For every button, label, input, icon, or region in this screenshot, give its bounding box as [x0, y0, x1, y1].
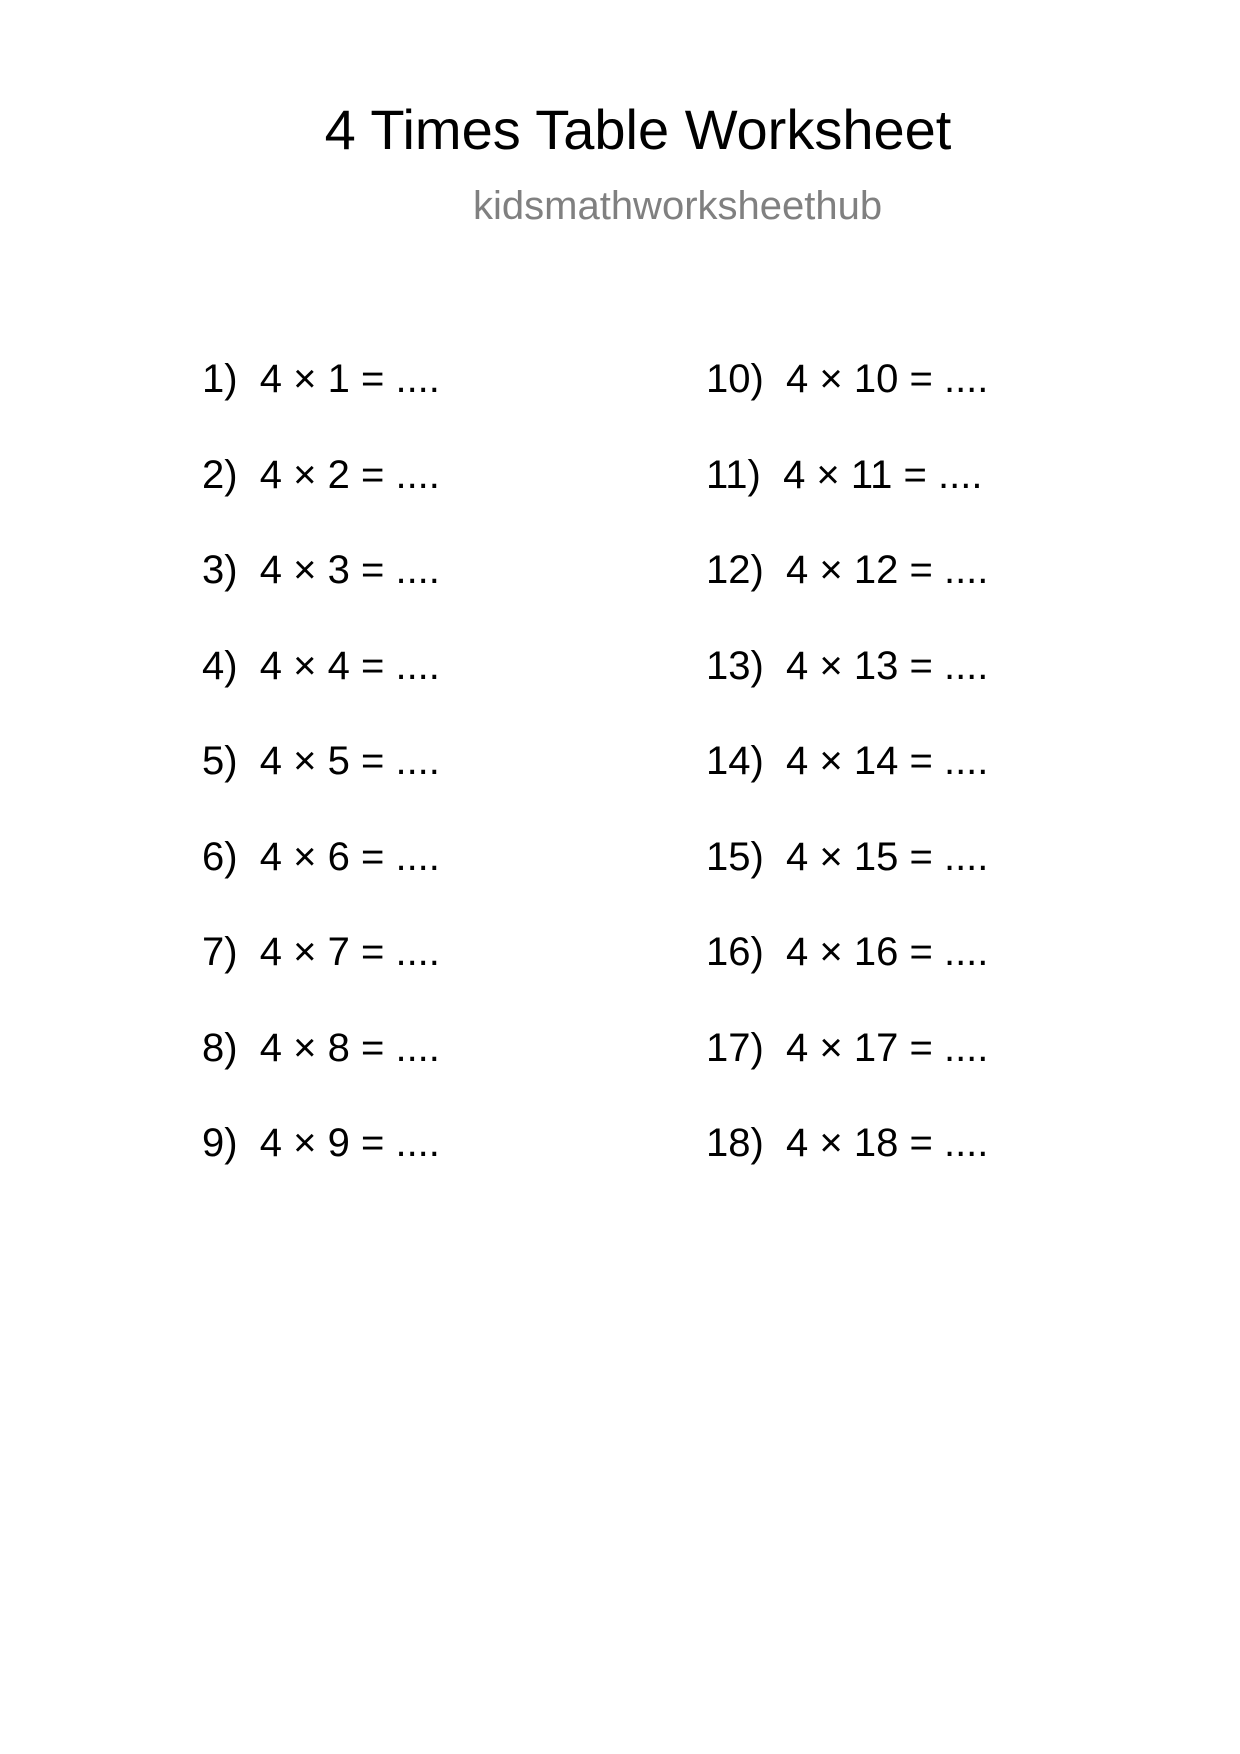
problem-item: 3) 4 × 3 = ....	[202, 548, 440, 592]
problem-item: 15) 4 × 15 = ....	[706, 834, 989, 879]
problem-item: 4) 4 × 4 = ....	[202, 643, 440, 688]
problem-item: 13) 4 × 13 = ....	[706, 643, 989, 688]
problem-item: 7) 4 × 7 = ....	[202, 930, 440, 974]
problem-item: 10) 4 × 10 = ....	[706, 357, 989, 401]
problem-item: 16) 4 × 16 = ....	[706, 930, 989, 974]
problem-item: 5) 4 × 5 = ....	[202, 739, 440, 783]
problem-item: 17) 4 × 17 = ....	[706, 1025, 989, 1070]
problem-item: 11) 4 × 11 = ....	[706, 452, 983, 497]
problem-column-left	[202, 355, 440, 1215]
problem-item: 6) 4 × 6 = ....	[202, 834, 440, 879]
page-title: 4 Times Table Worksheet	[324, 98, 952, 161]
site-watermark: kidsmathworksheethub	[473, 184, 883, 228]
problem-item: 18) 4 × 18 = ....	[706, 1121, 989, 1165]
problem-item: 1) 4 × 1 = ....	[202, 357, 440, 401]
problem-item: 12) 4 × 12 = ....	[706, 548, 989, 592]
problem-column-right	[706, 355, 988, 1215]
problem-item: 9) 4 × 9 = ....	[202, 1121, 440, 1165]
problem-item: 14) 4 × 14 = ....	[706, 739, 989, 783]
problem-item: 2) 4 × 2 = ....	[202, 452, 440, 497]
problem-item: 8) 4 × 8 = ....	[202, 1025, 440, 1070]
